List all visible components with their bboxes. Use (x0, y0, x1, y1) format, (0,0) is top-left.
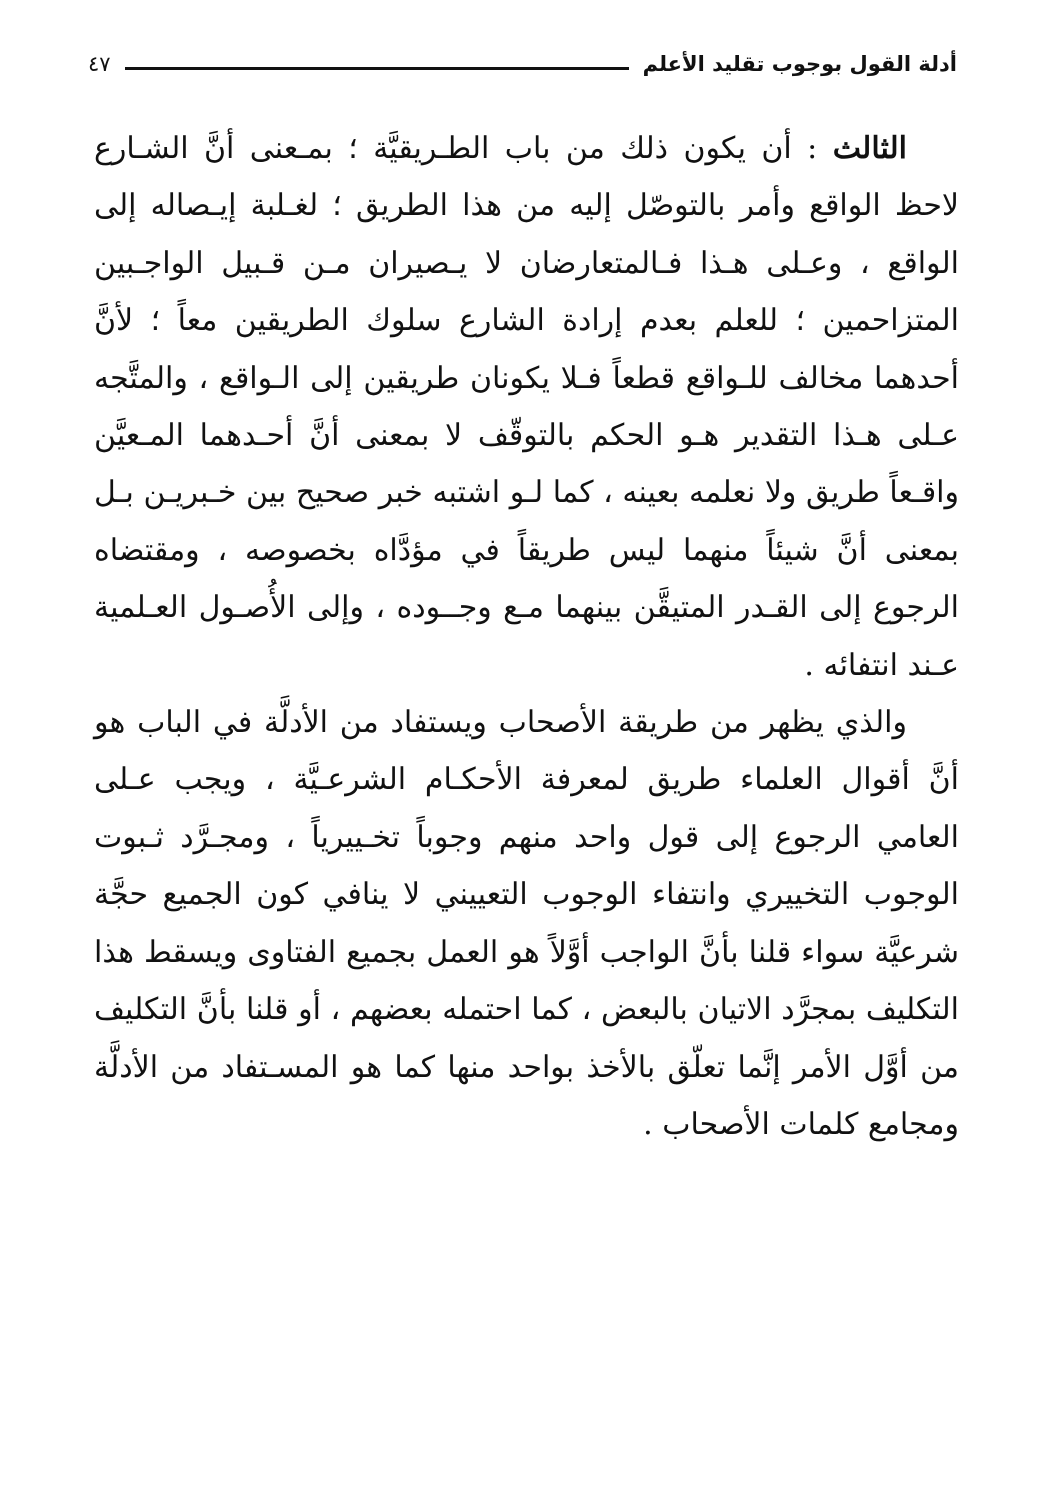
page-number: ٤٧ (88, 52, 111, 76)
paragraph-1-text: : أن يكون ذلك من باب الطـريقيَّة ؛ بمـعنى أنَّ الشـارع لاحظ الواقع وأمر بالتوصّل إليه من هذا الطريق ؛ لغـلبة إيـصاله إلى الواقع ، وعـلى هـذا فـالمتعارضان لا يـصيران مـن قـبيل الواجـبين المتزاحمين ؛ للعلم بعدم إرادة الشارع سلوك الطريقين معاً ؛ لأنَّ أحدهما مخالف للـواقع قطعاً فـلا يكونان طريقين إلى الـواقع ، والمتَّجه عـلى هـذا التقدير هـو الحكم بالتوقّف لا بمعنى أنَّ أحـدهما المـعيَّن واقـعاً طريق ولا نعلمه بعينه ، كما لـو اشتبه خبر صحيح بين خـبريـن بـل بمعنى أنَّ شيئاً منهما ليس طريقاً في مؤدَّاه بخصوصه ، ومقتضاه الرجوع إلى القـدر المتيقَّن بينهما مـع وجــوده ، وإلى الأُصـول العـلمية عـند انتفائه . (94, 131, 960, 683)
body-text (94, 120, 959, 1153)
paragraph-2 (94, 694, 959, 1153)
header-rule (125, 67, 629, 70)
running-title: أدلة القول بوجوب تقليد الأعلم (642, 52, 957, 76)
paragraph-1 (94, 120, 959, 694)
paragraph-2-text: والذي يظهر من طريقة الأصحاب ويستفاد من الأدلَّة في الباب هو أنَّ أقوال العلماء طريق لمعرفة الأحكـام الشرعـيَّة ، ويجب عـلى العامي الرجوع إلى قول واحد منهم وجوباً تخـييرياً ، ومجـرَّد ثـبوت الوجوب التخييري وانتفاء الوجوب التعييني لا ينافي كون الجميع حجَّة شرعيَّة سواء قلنا بأنَّ الواجب أوَّلاً هو العمل بجميع الفتاوى ويسقط هذا التكليف بمجرَّد الاتيان بالبعض ، كما احتمله بعضهم ، أو قلنا بأنَّ التكليف من أوَّل الأمر إنَّما تعلّق بالأخذ بواحد منها كما هو المسـتفاد من الأدلَّة ومجامع كلمات الأصحاب . (94, 705, 959, 1142)
running-header (88, 44, 957, 84)
paragraph-1-lead: الثالث (832, 131, 907, 166)
